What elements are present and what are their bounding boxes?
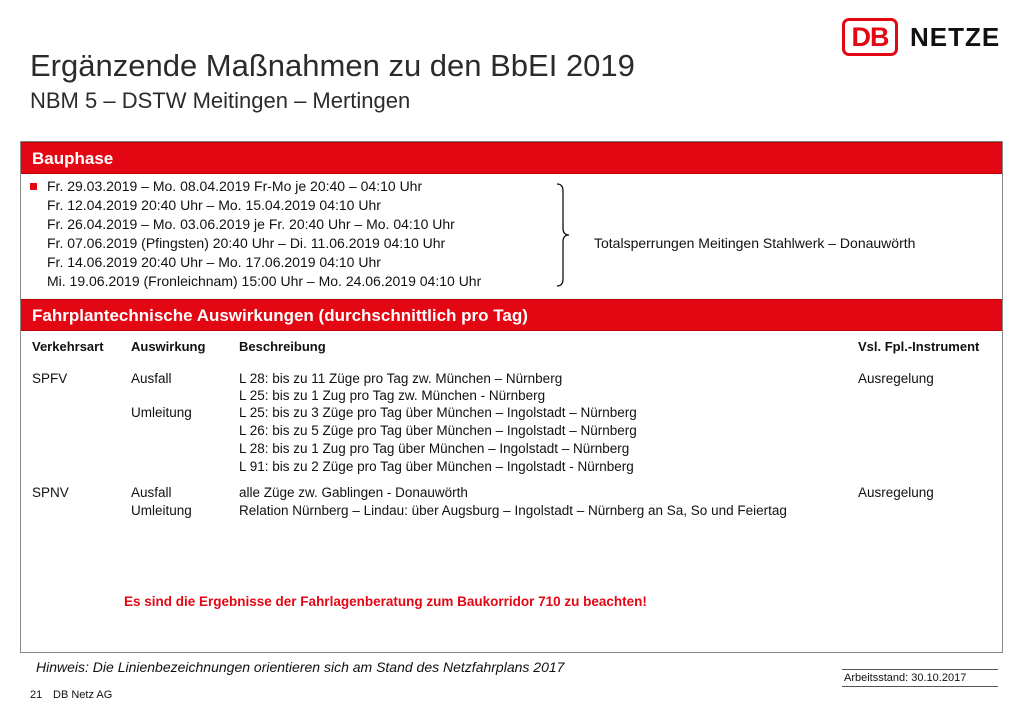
spnv-umleitung-line: Relation Nürnberg – Lindau: über Augsburg – Ingolstadt – Nürnberg an Sa, So und Feiertag <box>239 503 787 518</box>
spnv-ausfall-line: alle Züge zw. Gablingen - Donauwörth <box>239 485 468 500</box>
column-header-beschreibung: Beschreibung <box>239 339 326 354</box>
spnv-umleitung-label: Umleitung <box>131 503 192 518</box>
arbeitsstand: Arbeitsstand: 30.10.2017 <box>842 669 998 687</box>
spnv-instrument: Ausregelung <box>858 485 934 500</box>
bauphase-line: Fr. 14.06.2019 20:40 Uhr – Mo. 17.06.2019 04:10 Uhr <box>47 254 381 270</box>
spnv-verkehrsart: SPNV <box>32 485 69 500</box>
spfv-umleitung-label: Umleitung <box>131 405 192 420</box>
spfv-umleitung-line: L 91: bis zu 2 Züge pro Tag über München – Ingolstadt - Nürnberg <box>239 459 634 474</box>
column-header-instrument: Vsl. Fpl.-Instrument <box>858 339 980 354</box>
curly-bracket-icon <box>556 183 570 287</box>
bauphase-heading: Bauphase <box>21 142 1002 174</box>
hint-text: Hinweis: Die Linienbezeichnungen orientieren sich am Stand des Netzfahrplans 2017 <box>36 659 565 675</box>
bullet-icon <box>30 183 37 190</box>
spfv-ausfall-line: L 25: bis zu 1 Zug pro Tag zw. München - Nürnberg <box>239 388 546 403</box>
netze-wordmark: NETZE <box>910 22 1001 52</box>
spfv-umleitung-line: L 28: bis zu 1 Zug pro Tag über München – Ingolstadt – Nürnberg <box>239 441 630 456</box>
column-header-verkehrsart: Verkehrsart <box>32 339 104 354</box>
bauphase-line: Mi. 19.06.2019 (Fronleichnam) 15:00 Uhr – Mo. 24.06.2019 04:10 Uhr <box>47 273 482 289</box>
spfv-umleitung-line: L 25: bis zu 3 Züge pro Tag über München – Ingolstadt – Nürnberg <box>239 405 637 420</box>
db-netze-logo <box>842 18 1012 58</box>
page-number: 21 <box>30 689 43 701</box>
spfv-instrument: Ausregelung <box>858 371 934 386</box>
bauphase-line: Fr. 07.06.2019 (Pfingsten) 20:40 Uhr – Di. 11.06.2019 04:10 Uhr <box>47 235 446 251</box>
spfv-verkehrsart: SPFV <box>32 371 68 386</box>
bauphase-line: Fr. 26.04.2019 – Mo. 03.06.2019 je Fr. 20:40 Uhr – Mo. 04:10 Uhr <box>47 216 455 232</box>
auswirkungen-heading: Fahrplantechnische Auswirkungen (durchschnittlich pro Tag) <box>21 299 1002 331</box>
bauphase-line: Fr. 12.04.2019 20:40 Uhr – Mo. 15.04.2019 04:10 Uhr <box>47 197 381 213</box>
spfv-ausfall-line: L 28: bis zu 11 Züge pro Tag zw. München – Nürnberg <box>239 371 563 386</box>
column-header-auswirkung: Auswirkung <box>131 339 206 354</box>
spnv-ausfall-label: Ausfall <box>131 485 172 500</box>
bauphase-note: Totalsperrungen Meitingen Stahlwerk – Donauwörth <box>594 235 916 251</box>
db-logo-mark: DB <box>842 18 898 56</box>
notice-text: Es sind die Ergebnisse der Fahrlagenberatung zum Baukorridor 710 zu beachten! <box>124 594 647 609</box>
company-name: DB Netz AG <box>53 689 113 701</box>
spfv-umleitung-line: L 26: bis zu 5 Züge pro Tag über München – Ingolstadt – Nürnberg <box>239 423 637 438</box>
page-title: Ergänzende Maßnahmen zu den BbEI 2019 <box>30 48 635 83</box>
spfv-ausfall-label: Ausfall <box>131 371 172 386</box>
page-subtitle: NBM 5 – DSTW Meitingen – Mertingen <box>30 88 411 113</box>
bauphase-line: Fr. 29.03.2019 – Mo. 08.04.2019 Fr-Mo je 20:40 – 04:10 Uhr <box>47 178 423 194</box>
